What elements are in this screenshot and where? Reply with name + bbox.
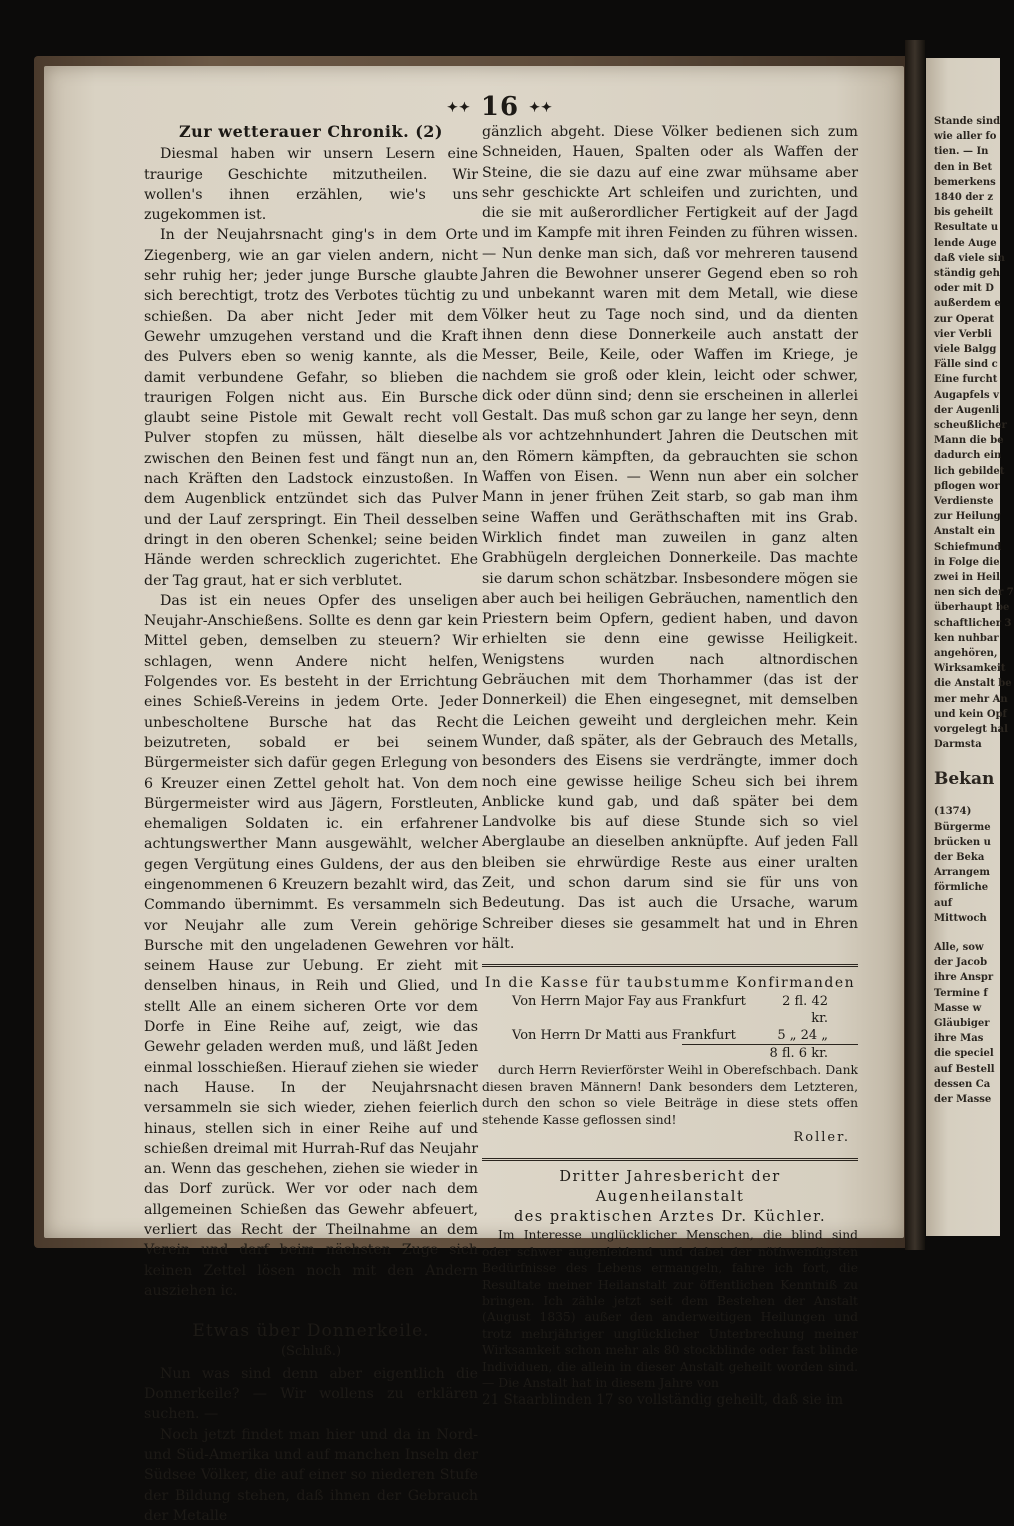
neighbor-text-fragment: der Beka [934, 852, 985, 863]
neighbor-page [926, 58, 1014, 1236]
neighbor-text-fragment: Schiefmund [934, 541, 1002, 553]
neighbor-text-fragment: Wirksamkeit [934, 663, 1006, 675]
neighbor-text-fragment: zur Heilung [934, 511, 1001, 523]
neighbor-text-fragment: der Masse [934, 1094, 992, 1105]
neighbor-text-fragment: 1840 der z [934, 192, 994, 203]
neighbor-text-fragment: Fälle sind c [934, 359, 998, 371]
donation-amount: 2 fl. 42 kr. [782, 994, 828, 1027]
neighbor-text-fragment: Stande sind [934, 116, 1001, 127]
neighbor-text-fragment: bis geheilt [934, 207, 994, 219]
neighbor-text-fragment: Darmsta [934, 739, 982, 751]
article-paragraph: Noch jetzt findet man hier und da in Nord- und Süd-Amerika und auf manchen Inseln der Südsee Völker, die auf einer so niederen Stufe der Bildung stehen, daß ihnen der Gebrauch der Metalle [144, 1426, 478, 1524]
donation-total-value: 8 fl. 6 kr. [769, 1046, 828, 1062]
neighbor-text-fragment: viele Balgg [934, 344, 997, 355]
neighbor-text-fragment: den in Bet [934, 161, 993, 173]
article-paragraph: Das ist ein neues Opfer des unseligen Neujahr-Anschießens. Sollte es denn gar kein Mittel geben, demselben zu steuern? Wir schlagen, wenn Andere nicht helfen, Folgendes vor. Es besteht in der Errichtung eines Schieß-Vereins in jedem Orte. Jeder unbescholtene Bursche hat das Recht beizutreten, sobald er bei seinem Bürgermeister sich dafür gegen Erlegung von 6 Kreuzer einen Zettel geholt hat. Von dem Bürgermeister wird aus Jägern, Forstleuten, ehemaligen Soldaten ic. ein erfahrener achtungswerther Mann ausgewählt, welcher gegen Vergütung eines Guldens, der aus den eingenommenen 6 Kreuzern bezahlt wird, das Commando übernimmt. Es versammeln sich vor Neujahr alle zum Verein gehörige Bursche mit den ungeladenen Gewehren vor seinem Hause zur Uebung. Er zieht mit denselben hinaus, in Reih und Glied, und stellt Alle an einem sicheren Orte vor dem Dorfe in Eine Reihe auf, zeigt, wie das Gewehr geladen werden muß, und läßt Jeden einmal losschießen. Hierauf ziehen sie wieder nach Hause. In der Neujahrsnacht versammeln sie sich wieder, ziehen feierlich hinaus, stellen sich in einer Reihe auf und schießen dreimal mit Hurrah-Ruf das Neujahr an. Wenn das geschehen, ziehen sie wieder in das Dorf zurück. Wer vor oder nach dem allgemeinen Schießen das Gewehr abfeuert, verliert das Recht der Theilnahme an dem Verein und darf beim nächsten Zuge sich keinen Zettel lösen noch mit den Andern ausziehen ic. [144, 592, 478, 1299]
left-column [144, 122, 478, 1526]
neighbor-text-fragment: Augapfels v [934, 389, 999, 401]
neighbor-text-fragment: Bürgerme [934, 821, 991, 833]
neighbor-text-fragment: Bekan [934, 769, 995, 790]
page-number-text: 16 [480, 92, 520, 122]
ornament-left-icon: ✦✦ [447, 100, 471, 116]
neighbor-text-fragment: Mittwoch [934, 912, 987, 924]
neighbor-text-fragment: daß viele sin [934, 252, 1005, 264]
neighbor-text-fragment: tien. — In [934, 146, 989, 158]
article-continuation: gänzlich abgeht. Diese Völker bedienen sich zum Schneiden, Hauen, Spalten oder als Waffen der Steine, die sie dazu auf eine zwar mühsame aber sehr geschickte Art schleifen und zurichten, und die sie mit außerordlicher Fertigkeit auf der Jagd und im Kampfe mit ihren Feinden zu führen wissen. — Nun denke man sich, daß vor mehreren tausend Jahren die Bewohner unserer Gegend eben so roh und unbekannt waren mit dem Metall, wie diese Völker heut zu Tage noch sind, und da dienten ihnen denn diese Donnerkeile auch anstatt der Messer, Beile, Keile, oder Waffen im Kriege, je nachdem sie groß oder klein, leicht oder schwer, dick oder dünn sind; denn sie erscheinen in allerlei Gestalt. Das muß schon gar zu lange her seyn, denn als vor achtzehnhundert Jahren die Deutschen mit den Römern kämpften, da gebrauchten sie schon Waffen von Eisen. — Wenn nun aber ein solcher Mann in jener frühen Zeit starb, so gab man ihm seine Waffen und Geräthschaften mit ins Grab. Wirklich findet man zuweilen in ganz alten Grabhügeln dergleichen Donnerkeile. Das machte sie darum schon schätzbar. Insbesondere mögen sie aber auch bei heiligen Gebräuchen, namentlich den Priestern beim Opfern, gedient haben, und davon erhielten sie denn eine gewisse Heiligkeit. Wenigstens wurden nach altnordischen Gebräuchen mit dem Thorhammer (das ist der Donnerkeil) die Ehen eingesegnet, mit demselben die Leichen geweiht und dergleichen mehr. Kein Wunder, daß später, als der Gebrauch des Metalls, besonders des Eisens sie verdrängte, immer doch noch eine gewisse heilige Scheu sich bei ihrem Anblicke kund gab, und daß später bei dem Landvolke bis auf diese Stunde sich so viel Aberglaube an dieselben anknüpfte. Auf jeden Fall bleiben sie ehrwürdige Reste aus einer uralten Zeit, und schon darum sind sie für uns von Bedeutung. Das ist auch die Ursache, warum Schreiber dieses sie gesammelt hat und in Ehren hält. [482, 124, 858, 952]
neighbor-text-fragment: Resultate u [934, 222, 999, 234]
neighbor-text-fragment: dadurch ein [934, 450, 1002, 462]
neighbor-text-fragment: lich gebildet [934, 465, 1005, 477]
neighbor-text-fragment: mer mehr An [934, 693, 1008, 705]
neighbor-text-fragment: Verdienste [934, 496, 994, 507]
right-column [482, 122, 858, 1409]
article-paragraph: Nun was sind denn aber eigentlich die Donnerkeile? — Wir wollens zu erklären suchen. — [144, 1365, 478, 1423]
donation-row [482, 993, 858, 1027]
neighbor-text-fragment: bemerkens [934, 176, 996, 188]
neighbor-text-fragment: oder mit D [934, 283, 994, 295]
section-divider [482, 1158, 858, 1161]
neighbor-text-fragment: Masse w [934, 1002, 982, 1014]
neighbor-text-fragment: nen sich der 7 [934, 587, 1014, 599]
neighbor-text-fragment: dessen Ca [934, 1078, 991, 1090]
donation-row [482, 1027, 858, 1044]
neighbor-text-fragment: vorgelegt hal [934, 724, 1008, 735]
neighbor-text-fragment: Termine f [934, 987, 988, 999]
spacer [144, 1301, 478, 1315]
neighbor-text-fragment: pflogen wor [934, 480, 1000, 492]
neighbor-text-fragment: und kein Opf [934, 708, 1007, 720]
kasse-signature: Roller. [793, 1130, 850, 1146]
neighbor-text-fragment: ständig geh [934, 268, 1000, 279]
neighbor-text-fragment: lende Auge [934, 237, 997, 249]
neighbor-text-fragment: die speciel [934, 1048, 994, 1060]
neighbor-text-fragment: auf Bestell [934, 1063, 995, 1075]
neighbor-text-fragment: brücken u [934, 836, 991, 848]
neighbor-text-fragment: ihre Mas [934, 1033, 984, 1045]
article-paragraph: In der Neujahrsnacht ging's in dem Orte Ziegenberg, wie an gar vielen andern, nicht sehr ruhig her; jeder junge Bursche glaubte sich berechtigt, trotz des Verbotes tüchtig zu schießen. Da aber nicht Jeder mit dem Gewehr umzugehen verstand und die Kraft des Pulvers eben so wenig kannte, als die damit verbundene Gefahr, so blieben die traurigen Folgen nicht aus. Ein Bursche glaubt seine Pistole mit Gewalt recht voll Pulver stopfen zu müssen, hält dieselbe zwischen den Beinen fest und fängt nun an, nach Kräften den Ladstock einzustoßen. In dem Augenblick entzündet sich das Pulver und der Lauf zerspringt. Ein Theil desselben dringt in den oberen Schenkel; seine beiden Hände werden schrecklich zugerichtet. Ehe der Tag graut, hat er sich verblutet. [144, 227, 478, 589]
neighbor-text-fragment: in Folge die [934, 556, 1000, 568]
neighbor-text-fragment: scheußlicher [934, 420, 1007, 431]
article-paragraph: Diesmal haben wir unsern Lesern eine traurige Geschichte mitzutheilen. Wir wollen's ihnen erzählen, wie's uns zugekommen ist. [144, 146, 478, 224]
ornament-right-icon: ✦✦ [529, 100, 553, 116]
neighbor-text-fragment: überhaupt be [934, 602, 1010, 614]
neighbor-text-fragment: Arrangem [934, 867, 990, 879]
neighbor-text-fragment: vier Verbli [934, 328, 992, 340]
donor-name: Von Herrn Dr Matti aus Frankfurt [512, 1028, 736, 1044]
bericht-title-line2: des praktischen Arztes Dr. Küchler. [513, 1209, 827, 1226]
neighbor-text-fragment: wie aller fo [934, 131, 997, 143]
article-title-chronik: Zur wetterauer Chronik. (2) [178, 122, 443, 141]
kasse-title: In die Kasse für taubstumme Konfirmanden [484, 975, 856, 992]
neighbor-text-fragment: der Jacob [934, 957, 988, 969]
kasse-note: durch Herrn Revierförster Weihl in Oberefschbach. Dank diesen braven Männern! Dank besonders dem Letzteren, durch den schon so viele Beiträge in diese stets offen stehende Kasse geflossen sind! [482, 1063, 858, 1127]
neighbor-text-fragment: angehören, [934, 648, 998, 659]
neighbor-text-fragment: ihre Anspr [934, 972, 994, 984]
book-gutter [905, 40, 925, 1250]
neighbor-text-fragment: Gläubiger [934, 1018, 990, 1029]
neighbor-text-fragment: Anstalt ein [934, 526, 996, 538]
neighbor-text-fragment: die Anstalt be [934, 678, 1012, 690]
bericht-last-line: 21 Staarblinden 17 so vollständig geheilt, daß sie im [482, 1392, 844, 1409]
neighbor-text-fragment: zwei in Heil [934, 572, 1000, 583]
bericht-text: Im Interesse unglücklicher Menschen, die blind sind oder schwer augenleidend und dabei der nöthwendigsten Bedürfnisse des Lebens ermangeln, fahre ich fort, die Resultate meiner Heilanstalt zur öffentlichen Kenntniß zu bringen. Ich zähle jetzt seit dem Bestehen der Anstalt (August 1835) außer den anderweitigen Heilungen und trotz mehrjähriger unglücklicher Unterbrechung meiner Wirksamkeit schon mehr als 80 stockblinde oder fast blinde Individuen, die allein in dieser Anstalt geheilt worden sind. — Die Anstalt hat in diesem Jahre von [482, 1228, 858, 1391]
donor-name: Von Herrn Major Fay aus Frankfurt [512, 994, 746, 1010]
neighbor-text-fragment: zur Operat [934, 313, 995, 325]
neighbor-text-fragment: schaftlicher 3 [934, 617, 1012, 629]
page-number [440, 92, 560, 122]
neighbor-text-fragment: ken nuhbar [934, 632, 999, 644]
donation-total [682, 1044, 858, 1062]
bericht-title-line1: Dritter Jahresbericht der Augenheilanstalt [559, 1169, 781, 1206]
neighbor-text-fragment: auf [934, 897, 953, 909]
neighbor-text-fragment: Mann die be [934, 435, 1004, 447]
section-divider [482, 964, 858, 967]
neighbor-text-fragment: der Augenli [934, 404, 1000, 416]
article-title-donnerkeile: Etwas über Donnerkeile. [192, 1321, 430, 1342]
neighbor-text-fragment: Alle, sow [934, 942, 984, 953]
neighbor-text-fragment: außerdem e [934, 298, 1001, 310]
donation-amount: 5 „ 24 „ [777, 1028, 828, 1044]
article-subtitle: (Schluß.) [280, 1343, 342, 1359]
neighbor-text-fragment: förmliche [934, 882, 989, 894]
neighbor-text-fragment: Eine furcht [934, 374, 998, 386]
neighbor-text-fragment: (1374) [934, 806, 972, 818]
